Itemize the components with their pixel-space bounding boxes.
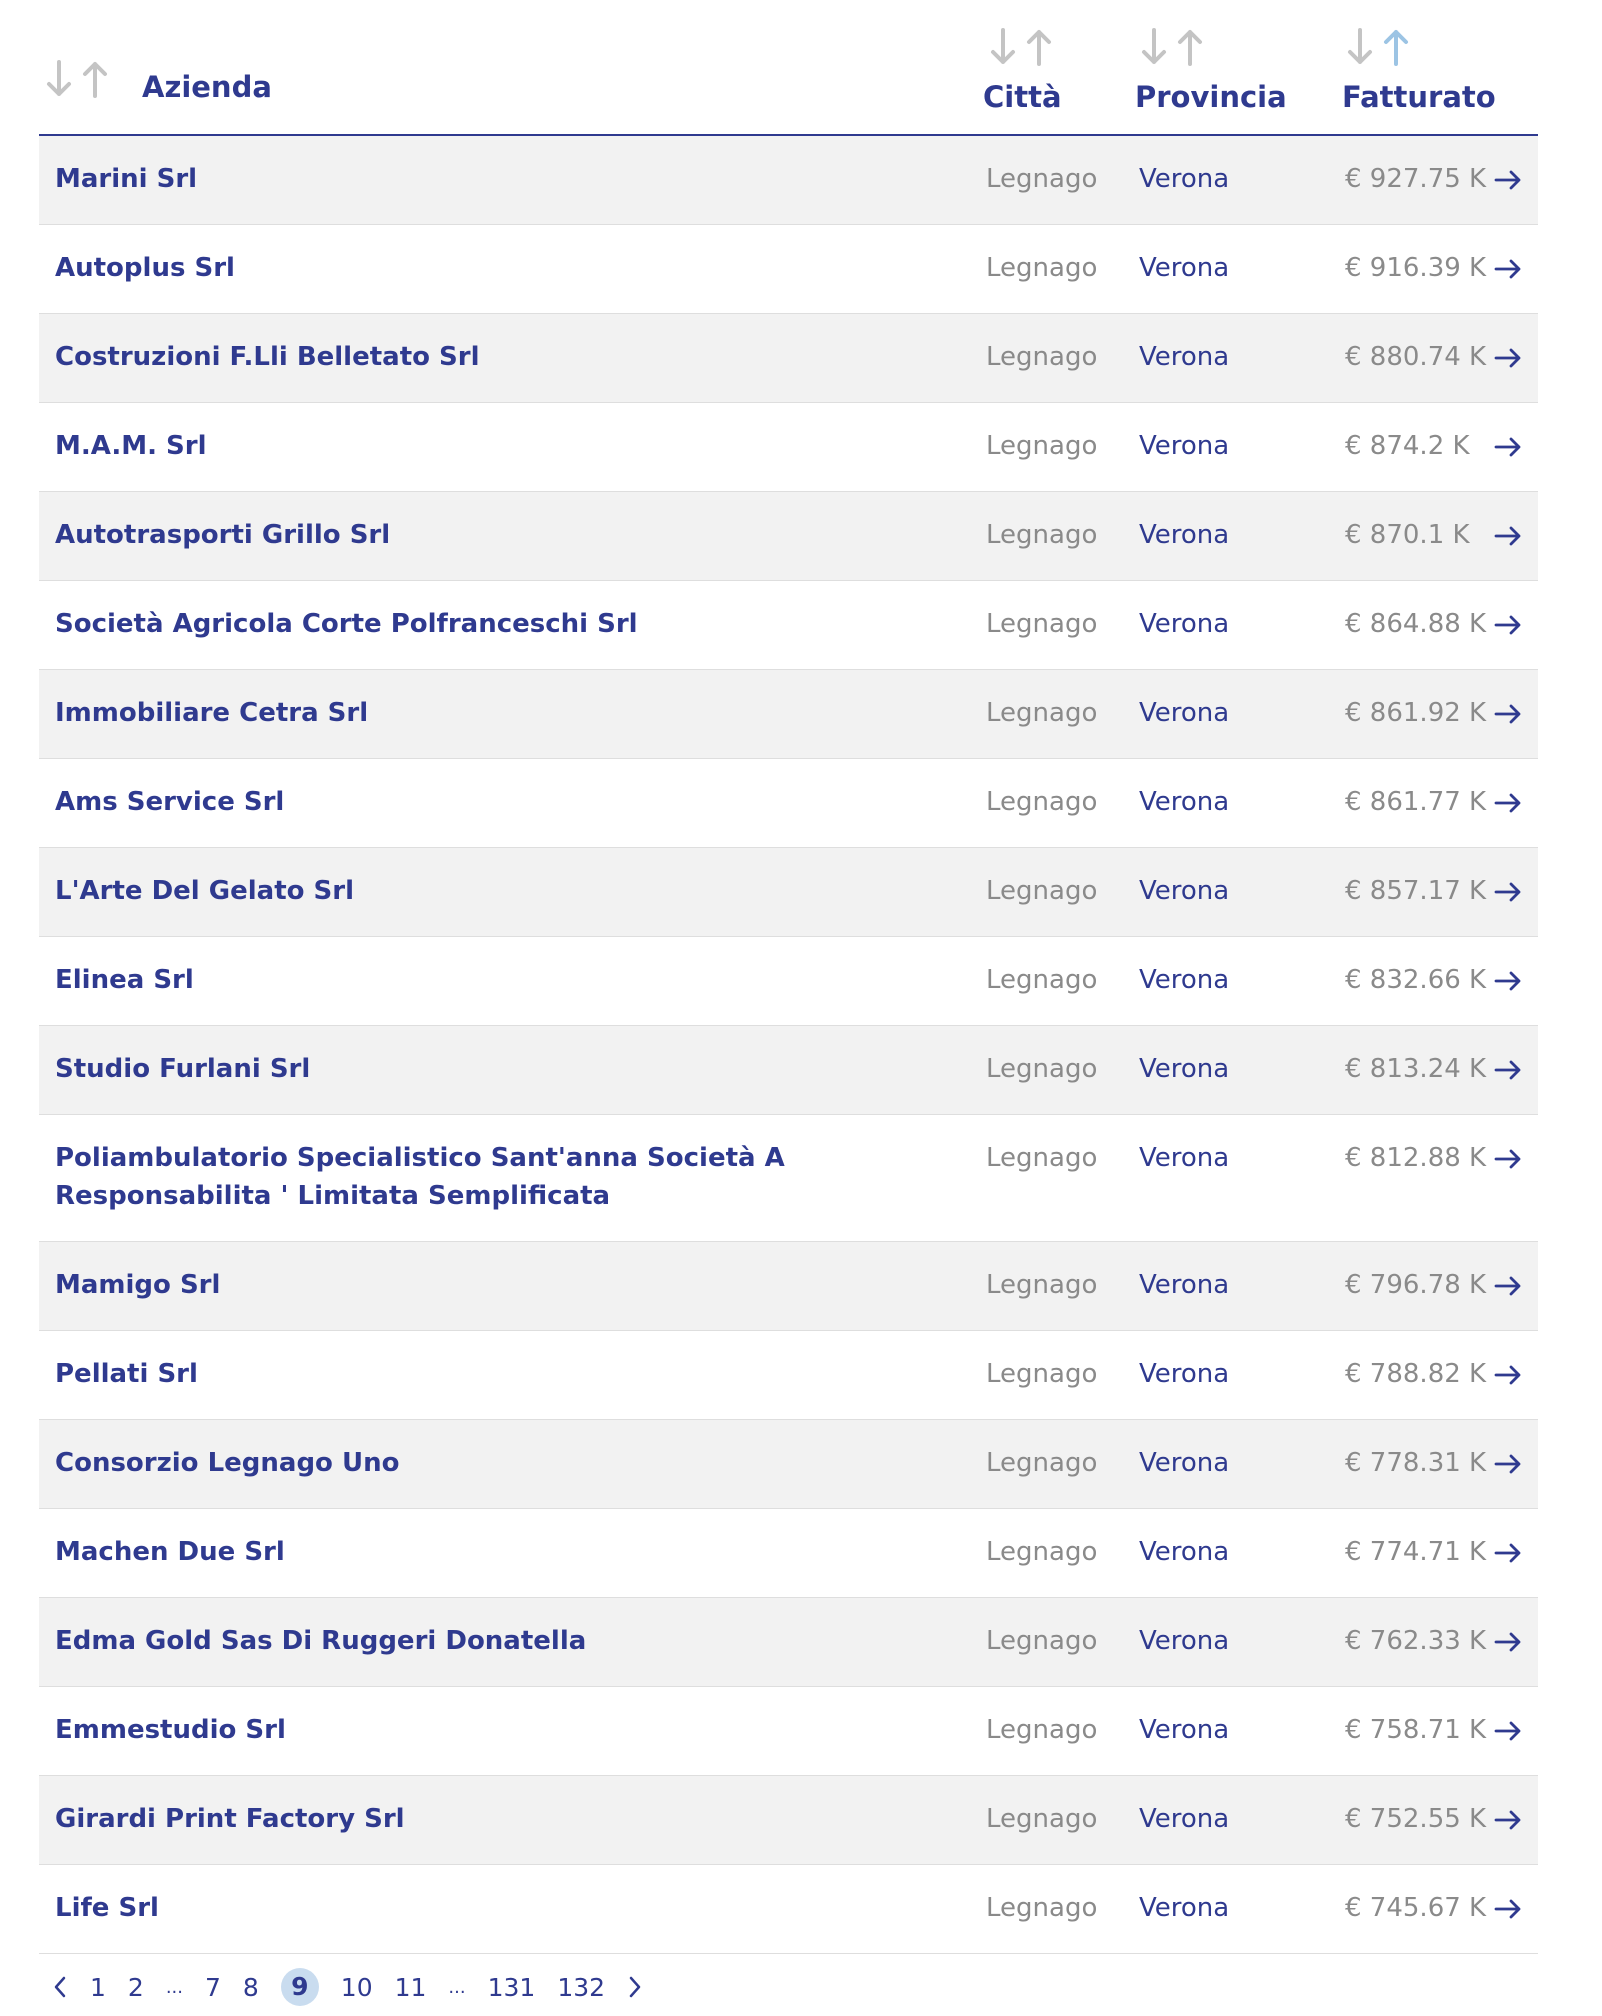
page-link[interactable]: 7 — [204, 1972, 221, 2002]
city-cell: Legnago — [986, 164, 1098, 194]
arrow-right-icon[interactable] — [1494, 348, 1522, 368]
revenue-cell: € 857.17 K — [1345, 876, 1487, 906]
city-cell: Legnago — [986, 342, 1098, 372]
table-row[interactable] — [39, 1242, 1538, 1331]
revenue-cell: € 864.88 K — [1345, 609, 1487, 639]
table-header — [39, 0, 1538, 136]
province-cell: Verona — [1139, 1715, 1230, 1745]
arrow-right-icon[interactable] — [1494, 1365, 1522, 1385]
table-row[interactable] — [39, 581, 1538, 670]
table-body — [39, 136, 1538, 1954]
city-cell: Legnago — [986, 609, 1098, 639]
table-row[interactable] — [39, 759, 1538, 848]
page-link[interactable]: 132 — [557, 1972, 606, 2002]
arrow-up-icon[interactable] — [1024, 26, 1054, 68]
province-cell: Verona — [1139, 1359, 1230, 1389]
revenue-cell: € 788.82 K — [1345, 1359, 1487, 1389]
arrow-right-icon[interactable] — [1494, 1899, 1522, 1919]
city-cell: Legnago — [986, 1054, 1098, 1084]
page-ellipsis: ... — [448, 1976, 466, 1998]
province-cell: Verona — [1139, 164, 1230, 194]
sort-fatturato[interactable] — [1345, 26, 1411, 68]
company-name-link[interactable]: Pellati Srl — [55, 1359, 198, 1389]
company-name-link[interactable]: Autoplus Srl — [55, 253, 235, 283]
companies-table — [39, 0, 1538, 1954]
revenue-cell: € 832.66 K — [1345, 965, 1487, 995]
revenue-cell: € 758.71 K — [1345, 1715, 1487, 1745]
sort-citta[interactable] — [988, 26, 1054, 68]
arrow-right-icon[interactable] — [1494, 704, 1522, 724]
city-cell: Legnago — [986, 1715, 1098, 1745]
arrow-right-icon[interactable] — [1494, 971, 1522, 991]
page-link[interactable]: 11 — [394, 1972, 427, 2002]
revenue-cell: € 752.55 K — [1345, 1804, 1487, 1834]
revenue-cell: € 796.78 K — [1345, 1270, 1487, 1300]
arrow-right-icon[interactable] — [1494, 1632, 1522, 1652]
table-row[interactable] — [39, 1687, 1538, 1776]
page-ellipsis: ... — [165, 1976, 183, 1998]
company-name-link[interactable]: Edma Gold Sas Di Ruggeri Donatella — [55, 1626, 587, 1656]
sort-azienda[interactable] — [44, 58, 110, 100]
province-cell: Verona — [1139, 698, 1230, 728]
province-cell: Verona — [1139, 1626, 1230, 1656]
company-name-link[interactable]: Mamigo Srl — [55, 1270, 221, 1300]
page-link[interactable]: 2 — [127, 1972, 144, 2002]
arrow-right-icon[interactable] — [1494, 1810, 1522, 1830]
table-row[interactable] — [39, 848, 1538, 937]
arrow-up-icon[interactable] — [1381, 26, 1411, 68]
company-name-link[interactable]: Immobiliare Cetra Srl — [55, 698, 369, 728]
header-azienda[interactable]: Azienda — [142, 70, 272, 104]
page-link[interactable]: 8 — [242, 1972, 259, 2002]
arrow-right-icon[interactable] — [1494, 1543, 1522, 1563]
table-row[interactable] — [39, 1026, 1538, 1115]
city-cell: Legnago — [986, 1626, 1098, 1656]
city-cell: Legnago — [986, 1804, 1098, 1834]
company-name-link[interactable]: Studio Furlani Srl — [55, 1054, 311, 1084]
table-row[interactable] — [39, 1509, 1538, 1598]
table-row[interactable] — [39, 670, 1538, 759]
company-name-link[interactable]: L'Arte Del Gelato Srl — [55, 876, 354, 906]
city-cell: Legnago — [986, 698, 1098, 728]
company-name-link[interactable]: Life Srl — [55, 1893, 159, 1923]
arrow-up-icon[interactable] — [80, 58, 110, 100]
arrow-right-icon[interactable] — [1494, 882, 1522, 902]
company-name-link[interactable]: Società Agricola Corte Polfranceschi Srl — [55, 609, 638, 639]
page-current[interactable]: 9 — [281, 1968, 319, 2006]
province-cell: Verona — [1139, 520, 1230, 550]
table-row[interactable] — [39, 1115, 1538, 1242]
province-cell: Verona — [1139, 609, 1230, 639]
revenue-cell: € 874.2 K — [1345, 431, 1470, 461]
revenue-cell: € 813.24 K — [1345, 1054, 1487, 1084]
city-cell: Legnago — [986, 431, 1098, 461]
chevron-left-icon[interactable] — [52, 1975, 68, 1999]
province-cell: Verona — [1139, 1054, 1230, 1084]
company-name-link[interactable]: Marini Srl — [55, 164, 198, 194]
arrow-down-icon[interactable] — [988, 26, 1018, 68]
company-name-link[interactable]: Emmestudio Srl — [55, 1715, 286, 1745]
province-cell: Verona — [1139, 342, 1230, 372]
company-name-link[interactable]: Elinea Srl — [55, 965, 194, 995]
arrow-down-icon[interactable] — [1139, 26, 1169, 68]
province-cell: Verona — [1139, 1143, 1230, 1173]
table-row[interactable] — [39, 1776, 1538, 1865]
arrow-right-icon[interactable] — [1494, 1721, 1522, 1741]
city-cell: Legnago — [986, 876, 1098, 906]
page-link[interactable]: 10 — [340, 1972, 373, 2002]
table-row[interactable] — [39, 1331, 1538, 1420]
province-cell: Verona — [1139, 1448, 1230, 1478]
revenue-cell: € 880.74 K — [1345, 342, 1487, 372]
table-row[interactable] — [39, 937, 1538, 1026]
arrow-right-icon[interactable] — [1494, 615, 1522, 635]
table-row[interactable] — [39, 403, 1538, 492]
province-cell: Verona — [1139, 1270, 1230, 1300]
province-cell: Verona — [1139, 876, 1230, 906]
company-name-link[interactable]: Ams Service Srl — [55, 787, 285, 817]
arrow-down-icon[interactable] — [1345, 26, 1375, 68]
province-cell: Verona — [1139, 431, 1230, 461]
page-link[interactable]: 131 — [487, 1972, 536, 2002]
city-cell: Legnago — [986, 787, 1098, 817]
table-row[interactable] — [39, 1420, 1538, 1509]
revenue-cell: € 778.31 K — [1345, 1448, 1487, 1478]
table-row[interactable] — [39, 314, 1538, 403]
arrow-right-icon[interactable] — [1494, 437, 1522, 457]
revenue-cell: € 861.92 K — [1345, 698, 1487, 728]
company-name-link[interactable]: Poliambulatorio Specialistico Sant'anna Società A Responsabilita ' Limitata Semplificata — [55, 1143, 785, 1211]
city-cell: Legnago — [986, 1270, 1098, 1300]
table-row[interactable] — [39, 492, 1538, 581]
arrow-right-icon[interactable] — [1494, 1149, 1522, 1169]
arrow-right-icon[interactable] — [1494, 259, 1522, 279]
company-name-link[interactable]: Machen Due Srl — [55, 1537, 285, 1567]
revenue-cell: € 774.71 K — [1345, 1537, 1487, 1567]
table-row[interactable] — [39, 1865, 1538, 1954]
sort-provincia[interactable] — [1139, 26, 1205, 68]
city-cell: Legnago — [986, 520, 1098, 550]
page-link[interactable]: 1 — [90, 1972, 106, 2002]
revenue-cell: € 745.67 K — [1345, 1893, 1487, 1923]
revenue-cell: € 861.77 K — [1345, 787, 1487, 817]
revenue-cell: € 927.75 K — [1345, 164, 1487, 194]
province-cell: Verona — [1139, 1893, 1230, 1923]
province-cell: Verona — [1139, 787, 1230, 817]
arrow-right-icon[interactable] — [1494, 1276, 1522, 1296]
city-cell: Legnago — [986, 965, 1098, 995]
arrow-right-icon[interactable] — [1494, 793, 1522, 813]
table-row[interactable] — [39, 1598, 1538, 1687]
revenue-cell: € 812.88 K — [1345, 1143, 1487, 1173]
arrow-down-icon[interactable] — [44, 58, 74, 100]
arrow-up-icon[interactable] — [1175, 26, 1205, 68]
city-cell: Legnago — [986, 253, 1098, 283]
pagination — [52, 1968, 643, 2006]
table-row[interactable] — [39, 136, 1538, 225]
province-cell: Verona — [1139, 965, 1230, 995]
revenue-cell: € 762.33 K — [1345, 1626, 1487, 1656]
company-name-link[interactable]: Girardi Print Factory Srl — [55, 1804, 405, 1834]
table-row[interactable] — [39, 225, 1538, 314]
city-cell: Legnago — [986, 1143, 1098, 1173]
chevron-right-icon[interactable] — [627, 1975, 643, 1999]
arrow-right-icon[interactable] — [1494, 526, 1522, 546]
revenue-cell: € 870.1 K — [1345, 520, 1470, 550]
province-cell: Verona — [1139, 253, 1230, 283]
page-list — [90, 1968, 605, 2006]
header-provincia[interactable]: Provincia — [1135, 80, 1287, 114]
city-cell: Legnago — [986, 1359, 1098, 1389]
company-name-link[interactable]: Consorzio Legnago Uno — [55, 1448, 400, 1478]
company-name-link[interactable]: M.A.M. Srl — [55, 431, 207, 461]
revenue-cell: € 916.39 K — [1345, 253, 1487, 283]
header-fatturato[interactable]: Fatturato — [1342, 80, 1496, 114]
company-name-link[interactable]: Autotrasporti Grillo Srl — [55, 520, 391, 550]
city-cell: Legnago — [986, 1448, 1098, 1478]
province-cell: Verona — [1139, 1537, 1230, 1567]
arrow-right-icon[interactable] — [1494, 1454, 1522, 1474]
arrow-right-icon[interactable] — [1494, 170, 1522, 190]
city-cell: Legnago — [986, 1537, 1098, 1567]
arrow-right-icon[interactable] — [1494, 1060, 1522, 1080]
header-citta[interactable]: Città — [983, 80, 1062, 114]
company-name-link[interactable]: Costruzioni F.Lli Belletato Srl — [55, 342, 480, 372]
province-cell: Verona — [1139, 1804, 1230, 1834]
city-cell: Legnago — [986, 1893, 1098, 1923]
